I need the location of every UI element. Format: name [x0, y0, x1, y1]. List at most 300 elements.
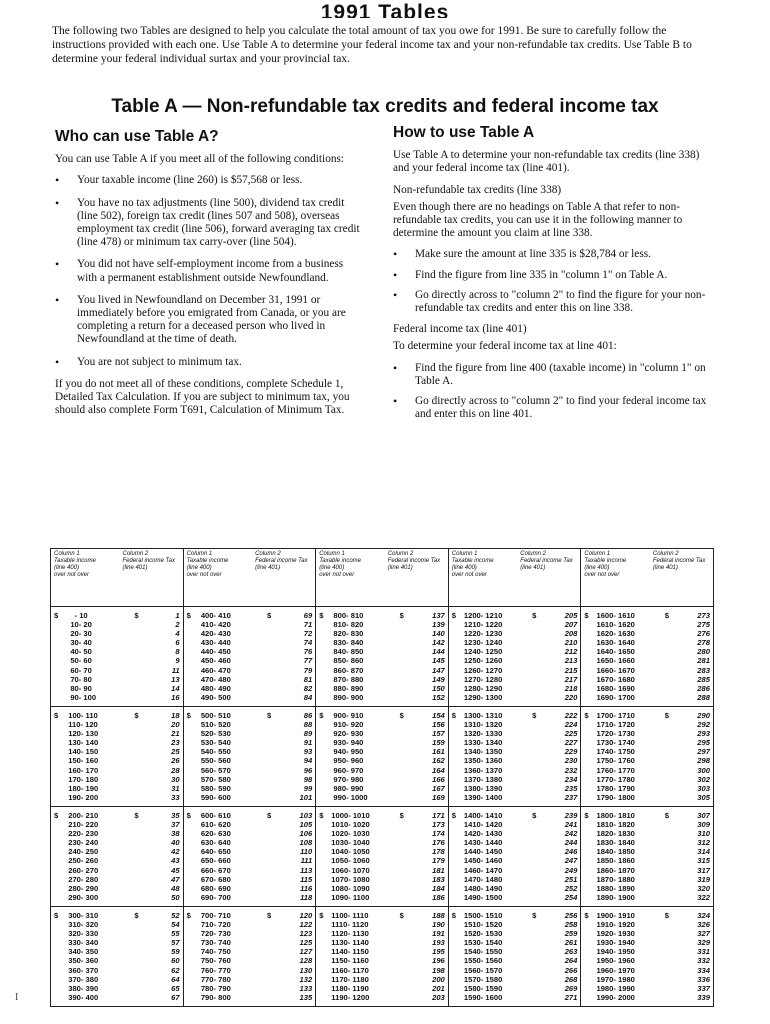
- who-can-use-column: [55, 130, 365, 425]
- tax-value: 28: [171, 765, 180, 775]
- table-row: [584, 747, 710, 756]
- income-range: 890- 900: [329, 692, 364, 702]
- tax-value: 322: [697, 892, 710, 902]
- tax-value: 252: [564, 883, 578, 893]
- income-range: 1320- 1330: [461, 729, 503, 739]
- income-range: 1150- 1160: [329, 956, 369, 966]
- table-row: [54, 947, 180, 956]
- table-row: [54, 920, 180, 929]
- income-range: 550- 560: [196, 756, 231, 766]
- income-range: 710- 720: [196, 920, 231, 930]
- table-row: [54, 875, 180, 884]
- income-range: 720- 730: [196, 929, 231, 939]
- table-row: [584, 929, 710, 938]
- tax-value: 244: [564, 838, 578, 848]
- tax-value: 120: [299, 911, 313, 920]
- table-row: [54, 793, 180, 802]
- margin-mark: I: [15, 992, 19, 1003]
- table-row: [187, 856, 313, 865]
- table-row: [452, 784, 578, 793]
- page-title: 1991 Tables: [320, 1, 450, 18]
- income-range: 1520- 1530: [461, 929, 503, 939]
- table-row: [452, 838, 578, 847]
- tax-value: 132: [299, 974, 313, 984]
- table-row: [54, 993, 180, 1002]
- tax-value: 173: [432, 820, 445, 830]
- table-row: [584, 684, 710, 693]
- tax-value: 106: [299, 829, 313, 839]
- column-1-header: Column 1 Taxable income (line 400) over not over: [54, 551, 96, 578]
- column-1-header: Column 1 Taxable income (line 400) over not over: [584, 551, 627, 578]
- table-row-group: [316, 707, 448, 807]
- table-row: [452, 756, 578, 765]
- tax-value: 314: [697, 847, 710, 857]
- table-row: [452, 884, 578, 893]
- table-row: [187, 775, 313, 784]
- table-column-header: [316, 549, 448, 607]
- condition-item: • You lived in Newfoundland on December 31, 1991 or immediately before you emigrated from Canada, or you are completing a return for a deceased person who lived in Newfoundland at the time of death.: [55, 294, 365, 347]
- fit-step: • Go directly across to "column 2" to find your federal income tax and enter this on line 401.: [393, 395, 713, 421]
- income-range: 730- 740: [196, 938, 231, 948]
- tax-value: 239: [564, 811, 578, 820]
- table-row: [54, 975, 180, 984]
- tax-value: 200: [432, 974, 445, 984]
- tax-value: 264: [564, 956, 578, 966]
- table-row: $ 1700- 1710 $ 290: [584, 711, 710, 720]
- table-row: [187, 738, 313, 747]
- table-row: [452, 829, 578, 838]
- income-range: 1250- 1260: [461, 656, 503, 666]
- table-row: [319, 620, 445, 629]
- tax-value: 118: [300, 892, 313, 902]
- income-range: 10- 20: [64, 620, 92, 630]
- table-row: [584, 729, 710, 738]
- income-range: 1080- 1090: [329, 883, 370, 893]
- income-range: 1450- 1460: [461, 856, 503, 866]
- table-row: [187, 684, 313, 693]
- table-row: [319, 720, 445, 729]
- table-row-group: [581, 807, 713, 907]
- tax-value: 152: [432, 692, 445, 702]
- income-range: 620- 630: [196, 829, 231, 839]
- income-range: 350- 360: [64, 956, 99, 966]
- tax-value: 26: [171, 756, 180, 766]
- table-row: [54, 893, 180, 902]
- tax-value: 258: [564, 920, 578, 930]
- tax-value: 297: [697, 747, 710, 757]
- tax-value: 332: [697, 956, 710, 966]
- table-row: $ 1000- 1010 $ 171: [319, 811, 445, 820]
- table-row: [452, 847, 578, 856]
- table-row: [54, 629, 180, 638]
- table-row: [54, 884, 180, 893]
- table-row: [187, 820, 313, 829]
- income-range: 580- 590: [196, 783, 231, 793]
- tax-value: 144: [432, 647, 445, 657]
- income-range: 90- 100: [64, 692, 97, 702]
- tax-value: 292: [697, 720, 710, 730]
- table-row: [452, 638, 578, 647]
- table-row-group: [51, 707, 183, 807]
- table-row: [452, 738, 578, 747]
- tax-value: 256: [564, 911, 578, 920]
- tax-value: 286: [697, 683, 710, 693]
- table-row: [54, 966, 180, 975]
- tax-value: 8: [175, 647, 180, 657]
- table-row: [54, 620, 180, 629]
- tax-value: 76: [303, 647, 313, 657]
- table-row: [187, 729, 313, 738]
- tax-value: 217: [564, 674, 578, 684]
- income-range: 1060- 1070: [329, 865, 370, 875]
- tax-value: 67: [171, 992, 180, 1002]
- tax-value: 290: [697, 711, 710, 720]
- income-range: 830- 840: [329, 638, 364, 648]
- tax-value: 224: [564, 720, 578, 730]
- income-range: 680- 690: [196, 883, 231, 893]
- tax-value: 43: [171, 856, 180, 866]
- income-range: 330- 340: [64, 938, 99, 948]
- income-range: 1070- 1080: [329, 874, 370, 884]
- income-range: 1970- 1980: [594, 974, 635, 984]
- income-range: 240- 250: [64, 847, 99, 857]
- income-range: 440- 450: [196, 647, 231, 657]
- table-row: [187, 993, 313, 1002]
- tax-value: 293: [697, 729, 710, 739]
- how-to-use-column: [393, 126, 713, 429]
- table-row: [187, 920, 313, 929]
- table-row: [584, 847, 710, 856]
- income-range: 300- 310: [64, 911, 99, 920]
- table-row: [452, 720, 578, 729]
- income-range: 20- 30: [64, 629, 92, 639]
- income-range: 1640- 1650: [594, 647, 635, 657]
- table-row: [452, 766, 578, 775]
- income-range: 1100- 1110: [329, 911, 369, 920]
- table-row: [584, 793, 710, 802]
- tax-value: 273: [697, 611, 710, 620]
- income-range: 690- 700: [196, 892, 231, 902]
- table-row: [584, 666, 710, 675]
- tax-value: 108: [299, 838, 313, 848]
- table-row: $ 1800- 1810 $ 307: [584, 811, 710, 820]
- table-row: [54, 720, 180, 729]
- income-range: 1090- 1100: [329, 892, 370, 902]
- income-range: 1840- 1850: [594, 847, 635, 857]
- tax-value: 139: [432, 620, 445, 630]
- tax-value: 116: [300, 883, 313, 893]
- table-row: [584, 893, 710, 902]
- table-row: [187, 956, 313, 965]
- tax-value: 336: [697, 974, 710, 984]
- table-row: [452, 693, 578, 702]
- table-column: [316, 549, 449, 1006]
- tax-value: 128: [299, 956, 313, 966]
- table-row-group: [449, 907, 581, 1006]
- income-range: 340- 350: [64, 947, 99, 957]
- tax-value: 186: [432, 892, 445, 902]
- table-row: $ 1600- 1610 $ 273: [584, 611, 710, 620]
- tax-value: 254: [564, 892, 578, 902]
- tax-value: 215: [564, 665, 578, 675]
- income-range: 1430- 1440: [461, 838, 503, 848]
- tax-value: 259: [564, 929, 578, 939]
- table-row: [54, 684, 180, 693]
- table-row: [319, 675, 445, 684]
- tax-value: 280: [697, 647, 710, 657]
- tax-value: 307: [697, 811, 710, 820]
- tax-value: 35: [171, 811, 180, 820]
- tax-value: 72: [303, 629, 313, 639]
- income-range: 560- 570: [196, 765, 231, 775]
- table-row-group: [51, 607, 183, 707]
- income-range: 790- 800: [196, 992, 231, 1002]
- income-range: 270- 280: [64, 874, 99, 884]
- income-range: 860- 870: [329, 665, 364, 675]
- table-row: $ 1500- 1510 $ 256: [451, 911, 578, 920]
- tax-value: 115: [300, 874, 313, 884]
- who-heading: Who can use Table A?: [55, 128, 219, 145]
- table-row-group: [316, 807, 448, 907]
- income-range: 220- 230: [64, 829, 99, 839]
- tax-value: 96: [303, 765, 313, 775]
- income-range: 1810- 1820: [594, 820, 635, 830]
- income-range: 900- 910: [329, 711, 364, 720]
- income-range: 410- 420: [196, 620, 231, 630]
- tax-value: 74: [303, 638, 313, 648]
- table-row: $ 900- 910 $ 154: [319, 711, 445, 720]
- income-range: 1300- 1310: [461, 711, 503, 720]
- income-range: 450- 460: [196, 656, 231, 666]
- tax-value: 65: [171, 983, 180, 993]
- table-row: [54, 638, 180, 647]
- table-row: [584, 856, 710, 865]
- column-2-header: Column 2 Federal income Tax (line 401): [520, 551, 573, 571]
- tax-value: 268: [564, 974, 578, 984]
- table-row: [452, 656, 578, 665]
- table-row: [54, 984, 180, 993]
- table-row: [452, 675, 578, 684]
- tax-value: 230: [564, 756, 578, 766]
- how-intro: Use Table A to determine your non-refundable tax credits (line 338) and your federal income tax (line 401).: [393, 149, 700, 175]
- tax-value: 84: [303, 692, 313, 702]
- column-2-header: Column 2 Federal income Tax (line 401): [255, 551, 308, 571]
- table-row: [452, 820, 578, 829]
- income-range: 950- 960: [329, 756, 364, 766]
- table-row-group: [581, 707, 713, 807]
- income-range: 1370- 1380: [461, 774, 503, 784]
- tax-value: 191: [432, 929, 445, 939]
- table-row: $ 400- 410 $ 69: [186, 611, 313, 620]
- table-column-header: [449, 549, 581, 607]
- income-range: 390- 400: [64, 992, 99, 1002]
- income-range: 1290- 1300: [461, 692, 503, 702]
- table-row: [584, 875, 710, 884]
- table-row: [452, 975, 578, 984]
- tax-value: 302: [697, 774, 710, 784]
- tax-value: 71: [303, 620, 313, 630]
- table-row: [54, 866, 180, 875]
- income-range: 1130- 1140: [329, 938, 369, 948]
- table-row: [319, 929, 445, 938]
- tax-value: 205: [564, 611, 578, 620]
- condition-item: • You have no tax adjustments (line 500), dividend tax credit (line 502), foreign tax credit (lines 507 and 508), overseas employment tax credit (line 506), forward averaging tax credit (line 478) or minimum tax carry-over (line 504).: [55, 197, 365, 250]
- column-1-header: Column 1 Taxable income (line 400) over not over: [319, 551, 361, 578]
- table-row: [187, 947, 313, 956]
- tax-value: 125: [299, 938, 313, 948]
- table-row: [54, 756, 180, 765]
- table-row-group: [184, 807, 316, 907]
- income-range: 1170- 1180: [329, 974, 369, 984]
- income-range: 1760- 1770: [594, 765, 635, 775]
- tax-value: 23: [171, 738, 180, 748]
- income-range: 1410- 1420: [461, 820, 503, 830]
- table-row: [584, 638, 710, 647]
- table-row: [187, 666, 313, 675]
- tax-value: 91: [303, 738, 313, 748]
- table-row: [319, 775, 445, 784]
- income-range: 630- 640: [196, 838, 231, 848]
- income-range: 290- 300: [64, 892, 99, 902]
- nrc-step: • Make sure the amount at line 335 is $28,784 or less.: [393, 248, 713, 261]
- tax-value: 317: [697, 865, 710, 875]
- tax-value: 203: [432, 992, 445, 1002]
- tax-value: 196: [432, 956, 445, 966]
- income-range: 840- 850: [329, 647, 364, 657]
- income-range: 850- 860: [329, 656, 364, 666]
- condition-item: • You are not subject to minimum tax.: [55, 356, 365, 369]
- table-row: [187, 884, 313, 893]
- tax-value: 38: [171, 829, 180, 839]
- income-range: 760- 770: [196, 965, 231, 975]
- income-range: 1330- 1340: [461, 738, 503, 748]
- tax-value: 159: [432, 738, 445, 748]
- table-row: [584, 947, 710, 956]
- tax-value: 1: [175, 611, 180, 620]
- income-range: 1110- 1120: [329, 920, 369, 930]
- tax-value: 154: [432, 711, 445, 720]
- table-row: [452, 956, 578, 965]
- income-range: 260- 270: [64, 865, 99, 875]
- table-row-group: [449, 807, 581, 907]
- table-row: [584, 966, 710, 975]
- income-range: 280- 290: [64, 883, 99, 893]
- table-row: [452, 866, 578, 875]
- tax-value: 275: [697, 620, 710, 630]
- income-range: 670- 680: [196, 874, 231, 884]
- table-row: [584, 675, 710, 684]
- condition-item: • You did not have self-employment income from a business with a permanent establishment outside Newfoundland.: [55, 258, 365, 284]
- table-row: [54, 738, 180, 747]
- income-range: 1230- 1240: [461, 638, 503, 648]
- table-row: [54, 747, 180, 756]
- tax-value: 213: [564, 656, 578, 666]
- tax-value: 263: [564, 947, 578, 957]
- table-row: [319, 829, 445, 838]
- table-row: [54, 847, 180, 856]
- table-row: [584, 866, 710, 875]
- table-row: [187, 756, 313, 765]
- income-range: 1770- 1780: [594, 774, 635, 784]
- table-row: [319, 738, 445, 747]
- income-range: 1400- 1410: [461, 811, 503, 820]
- income-range: 570- 580: [196, 774, 231, 784]
- tax-value: 288: [697, 692, 710, 702]
- tax-value: 281: [697, 656, 710, 666]
- tax-value: 48: [171, 883, 180, 893]
- tax-value: 122: [299, 920, 313, 930]
- table-row: [584, 738, 710, 747]
- income-range: 1850- 1860: [594, 856, 635, 866]
- tax-value: 123: [299, 929, 313, 939]
- tax-value: 105: [299, 820, 313, 830]
- nrc-step: • Find the figure from line 335 in "column 1" on Table A.: [393, 269, 713, 282]
- income-range: 1530- 1540: [461, 938, 503, 948]
- tax-value: 184: [432, 883, 445, 893]
- table-row: [54, 856, 180, 865]
- how-heading: How to use Table A: [393, 124, 535, 141]
- tax-value: 30: [171, 774, 180, 784]
- tax-value: 137: [432, 611, 445, 620]
- income-range: 1280- 1290: [461, 683, 503, 693]
- tax-value: 261: [564, 938, 578, 948]
- tax-value: 50: [171, 892, 180, 902]
- table-row: $ 100- 110 $ 18: [54, 711, 180, 720]
- tax-value: 33: [171, 792, 180, 802]
- tax-value: 183: [432, 874, 445, 884]
- conditions-list: [55, 174, 365, 368]
- income-range: 1710- 1720: [594, 720, 635, 730]
- tax-value: 276: [697, 629, 710, 639]
- tax-value: 249: [564, 865, 578, 875]
- tax-value: 14: [171, 683, 180, 693]
- table-column: [184, 549, 317, 1006]
- column-1-header: Column 1 Taxable income (line 400) over not over: [186, 551, 229, 578]
- income-range: 1920- 1930: [594, 929, 635, 939]
- tax-value: 285: [697, 674, 710, 684]
- income-range: 870- 880: [329, 674, 364, 684]
- income-range: 470- 480: [196, 674, 231, 684]
- tax-value: 164: [432, 765, 445, 775]
- fit-intro: To determine your federal income tax at line 401:: [393, 340, 617, 353]
- tax-value: 37: [171, 820, 180, 830]
- tax-value: 156: [432, 720, 445, 730]
- income-range: 100- 110: [64, 711, 98, 720]
- table-row: [584, 984, 710, 993]
- income-range: 1050- 1060: [329, 856, 370, 866]
- tax-value: 82: [303, 683, 313, 693]
- tax-value: 195: [432, 947, 445, 957]
- income-range: 770- 780: [196, 974, 231, 984]
- income-range: 1120- 1130: [329, 929, 369, 939]
- table-row: [187, 647, 313, 656]
- income-range: 360- 370: [64, 965, 99, 975]
- table-row: $ 600- 610 $ 103: [186, 811, 313, 820]
- tax-value: 103: [299, 811, 313, 820]
- income-range: 1270- 1280: [461, 674, 503, 684]
- table-row: [54, 929, 180, 938]
- tax-value: 329: [697, 938, 710, 948]
- table-row: [187, 929, 313, 938]
- tax-value: 59: [171, 947, 180, 957]
- intro-paragraph: The following two Tables are designed to help you calculate the total amount of tax you owe for 1991. Be sure to carefully follow the instructions provided with each one. Use Table A to determine your federal income tax and your non-refundable tax credits. Use Table B to determine your federal individual surtax and your provincial tax.: [52, 25, 692, 65]
- income-range: 1160- 1170: [329, 965, 369, 975]
- tax-value: 9: [175, 656, 180, 666]
- income-range: 1910- 1920: [594, 920, 635, 930]
- income-range: 1000- 1010: [329, 811, 370, 820]
- table-row-group: [316, 607, 448, 707]
- income-range: 1500- 1510: [461, 911, 503, 920]
